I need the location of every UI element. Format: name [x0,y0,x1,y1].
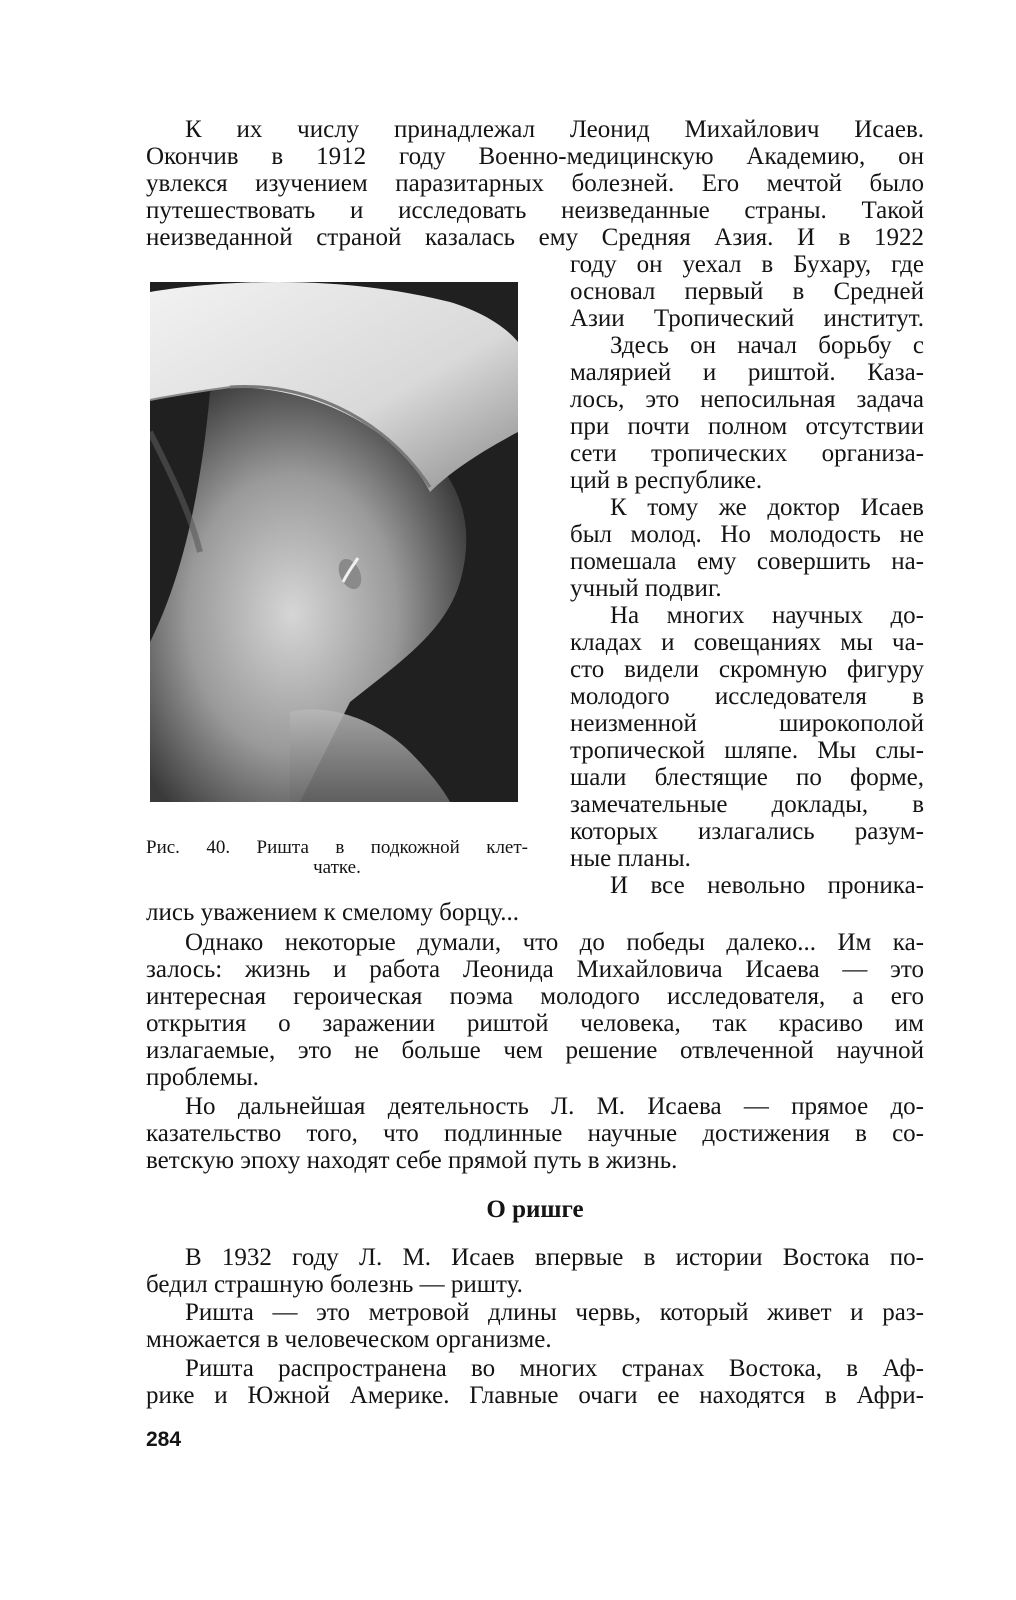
text-line: Ришта распространена во многих странах Востока, в Аф- [185,1355,924,1382]
text-line: замечательные доклады, в [570,791,924,818]
text-line: Но дальнейшая деятельность Л. М. Исаева — прямое до- [185,1093,924,1120]
text-line: ветскую эпоху находят себе прямой путь в жизнь. [146,1147,678,1174]
figure-caption-continued: чатке. [313,858,361,878]
text-line: ные планы. [570,845,691,872]
text-line: К тому же доктор Исаев [610,494,924,521]
text-line: году он уехал в Бухару, где [570,251,924,278]
text-line: сети тропических организа- [570,440,924,467]
text-line: малярией и риштой. Каза- [570,359,924,386]
text-line: лось, это непосильная задача [570,386,924,413]
ankle-photo-image [150,282,518,802]
text-line: казательство того, что подлинные научные достижения в со- [146,1120,924,1147]
text-line: Однако некоторые думали, что до победы далеко... Им ка- [185,929,924,956]
text-line: В 1932 году Л. М. Исаев впервые в истории Востока по- [185,1244,924,1271]
text-line: кладах и совещаниях мы ча- [570,629,924,656]
text-line: которых излагались разум- [570,818,924,845]
text-line: множается в человеческом организме. [146,1326,552,1353]
text-line: неизменной широкополой [570,710,924,737]
text-line: Здесь он начал борьбу с [610,332,924,359]
text-line: увлекся изучением паразитарных болезней. Его мечтой было [146,170,924,197]
text-line: К их числу принадлежал Леонид Михайлович Исаев. [185,116,924,143]
text-line: рике и Южной Америке. Главные очаги ее находятся в Афри- [146,1382,924,1409]
text-line: учный подвиг. [570,575,722,602]
text-line: Азии Тропический институт. [570,305,924,332]
text-line: сто видели скромную фигуру [570,656,924,683]
text-line: основал первый в Средней [570,278,924,305]
text-line: путешествовать и исследовать неизведанные страны. Такой [146,197,924,224]
figure-caption: Рис. 40. Ришта в подкожной клет- [146,838,528,858]
section-heading: О ришге [486,1196,584,1223]
text-line: И все невольно проника- [610,872,924,899]
text-line: неизведанной страной казалась ему Средняя Азия. И в 1922 [146,224,924,251]
text-line: Ришта — это метровой длины червь, который живет и раз- [185,1299,924,1326]
text-line: бедил страшную болезнь — ришту. [146,1271,523,1298]
text-line: помешала ему совершить на- [570,548,924,575]
text-line: ций в республике. [570,467,763,494]
figure-photo [150,282,518,802]
text-line: при почти полном отсутствии [570,413,924,440]
text-line: лись уважением к смелому борцу... [146,899,519,926]
text-line: На многих научных до- [610,602,924,629]
page-number: 284 [146,1428,182,1451]
text-line: интересная героическая поэма молодого исследователя, а его [146,983,924,1010]
text-line: шали блестящие по форме, [570,764,924,791]
text-line: Окончив в 1912 году Военно-медицинскую Академию, он [146,143,924,170]
text-line: молодого исследователя в [570,683,924,710]
text-line: тропической шляпе. Мы слы- [570,737,924,764]
text-line: открытия о заражении риштой человека, так красиво им [146,1010,924,1037]
text-line: проблемы. [146,1064,259,1091]
text-line: был молод. Но молодость не [570,521,924,548]
text-line: залось: жизнь и работа Леонида Михайловича Исаева — это [146,956,924,983]
text-line: излагаемые, это не больше чем решение отвлеченной научной [146,1037,924,1064]
